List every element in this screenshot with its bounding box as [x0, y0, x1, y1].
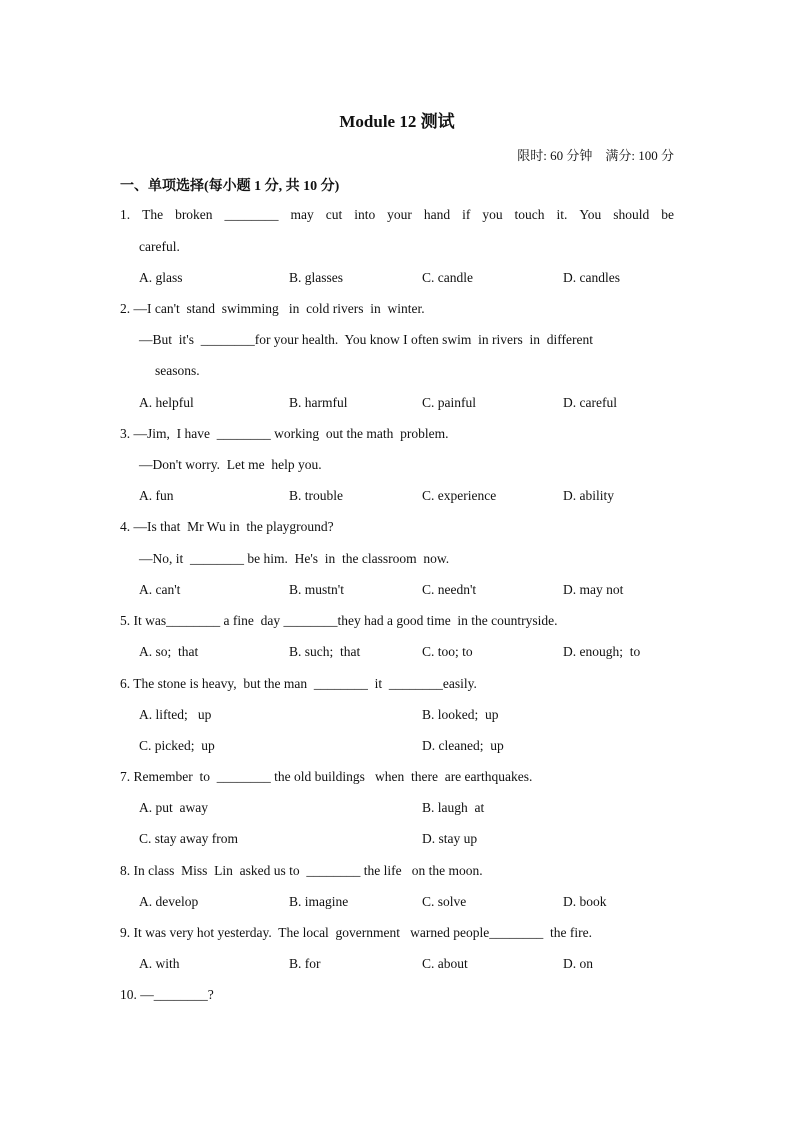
q6-option-d: D. cleaned; up	[422, 738, 504, 753]
q9-option-d: D. on	[563, 956, 593, 971]
q7-option-a: A. put away	[139, 800, 208, 815]
q8-option-d: D. book	[563, 894, 607, 909]
question-10-line-1: 10. —________?	[120, 987, 214, 1002]
question-5-line-1: 5. It was________ a fine day ________they had a good time in the countryside.	[120, 613, 558, 628]
question-1-line	[120, 207, 674, 223]
q5-option-a: A. so; that	[139, 644, 199, 659]
q9-option-b: B. for	[289, 956, 321, 971]
question-6-line-1: 6. The stone is heavy, but the man ________ it ________easily.	[120, 676, 477, 691]
q1-word: should	[613, 207, 650, 222]
q7-option-d: D. stay up	[422, 831, 478, 846]
q3-option-a: A. fun	[139, 488, 174, 503]
exam-meta: 限时: 60 分钟 满分: 100 分	[517, 148, 674, 163]
question-3-line-1: 3. —Jim, I have ________ working out the math problem.	[120, 426, 449, 441]
question-2-line-1: 2. —I can't stand swimming in cold rivers in winter.	[120, 301, 425, 316]
q1-word: cut	[325, 207, 343, 222]
q2-option-c: C. painful	[422, 395, 476, 410]
q1-word: The	[142, 207, 164, 222]
question-4-line-1: 4. —Is that Mr Wu in the playground?	[120, 519, 334, 534]
q1-option-c: C. candle	[422, 270, 473, 285]
question-4-line-2: —No, it ________ be him. He's in the classroom now.	[139, 551, 450, 566]
q1-word: hand	[423, 207, 451, 222]
q1-word: touch	[514, 207, 545, 222]
q1-word: be	[661, 207, 674, 222]
q6-option-c: C. picked; up	[139, 738, 215, 753]
q7-option-c: C. stay away from	[139, 831, 238, 846]
q1-option-d: D. candles	[563, 270, 620, 285]
q1-word: into	[354, 207, 376, 222]
q9-option-a: A. with	[139, 956, 180, 971]
q1-word: may	[290, 207, 314, 222]
q1-word: broken	[175, 207, 213, 222]
q3-option-c: C. experience	[422, 488, 497, 503]
q3-option-d: D. ability	[563, 488, 614, 503]
question-2-line-3: seasons.	[155, 363, 200, 378]
question-1-cont: careful.	[139, 239, 180, 254]
q2-option-d: D. careful	[563, 395, 617, 410]
q1-word: You	[579, 207, 602, 222]
section-heading: 一、单项选择(每小题 1 分, 共 10 分)	[120, 179, 340, 194]
q1-blank: ________	[224, 207, 279, 222]
question-7-line-1: 7. Remember to ________ the old buildings when there are earthquakes.	[120, 769, 533, 784]
q1-word: it.	[556, 207, 568, 222]
question-9-line-1: 9. It was very hot yesterday. The local government warned people________ the fire.	[120, 925, 592, 940]
q1-word: if	[462, 207, 471, 222]
q1-word: your	[387, 207, 412, 222]
question-8-line-1: 8. In class Miss Lin asked us to ________ the life on the moon.	[120, 863, 483, 878]
q5-option-b: B. such; that	[289, 644, 361, 659]
q8-option-c: C. solve	[422, 894, 467, 909]
q2-option-a: A. helpful	[139, 395, 194, 410]
q4-option-c: C. needn't	[422, 582, 477, 597]
q6-option-b: B. looked; up	[422, 707, 499, 722]
q4-option-a: A. can't	[139, 582, 181, 597]
q8-option-b: B. imagine	[289, 894, 349, 909]
q5-option-c: C. too; to	[422, 644, 473, 659]
q1-word: you	[482, 207, 503, 222]
q1-option-b: B. glasses	[289, 270, 343, 285]
q6-option-a: A. lifted; up	[139, 707, 212, 722]
q8-option-a: A. develop	[139, 894, 199, 909]
q4-option-b: B. mustn't	[289, 582, 344, 597]
question-3-line-2: —Don't worry. Let me help you.	[139, 457, 322, 472]
q1-option-a: A. glass	[139, 270, 183, 285]
q4-option-d: D. may not	[563, 582, 624, 597]
q9-option-c: C. about	[422, 956, 468, 971]
q7-option-b: B. laugh at	[422, 800, 485, 815]
question-2-line-2: —But it's ________for your health. You know I often swim in rivers in different	[139, 332, 594, 347]
q3-option-b: B. trouble	[289, 488, 343, 503]
q5-option-d: D. enough; to	[563, 644, 641, 659]
q2-option-b: B. harmful	[289, 395, 348, 410]
page-title: Module 12 测试	[339, 112, 455, 131]
q1-word: 1.	[120, 207, 131, 222]
